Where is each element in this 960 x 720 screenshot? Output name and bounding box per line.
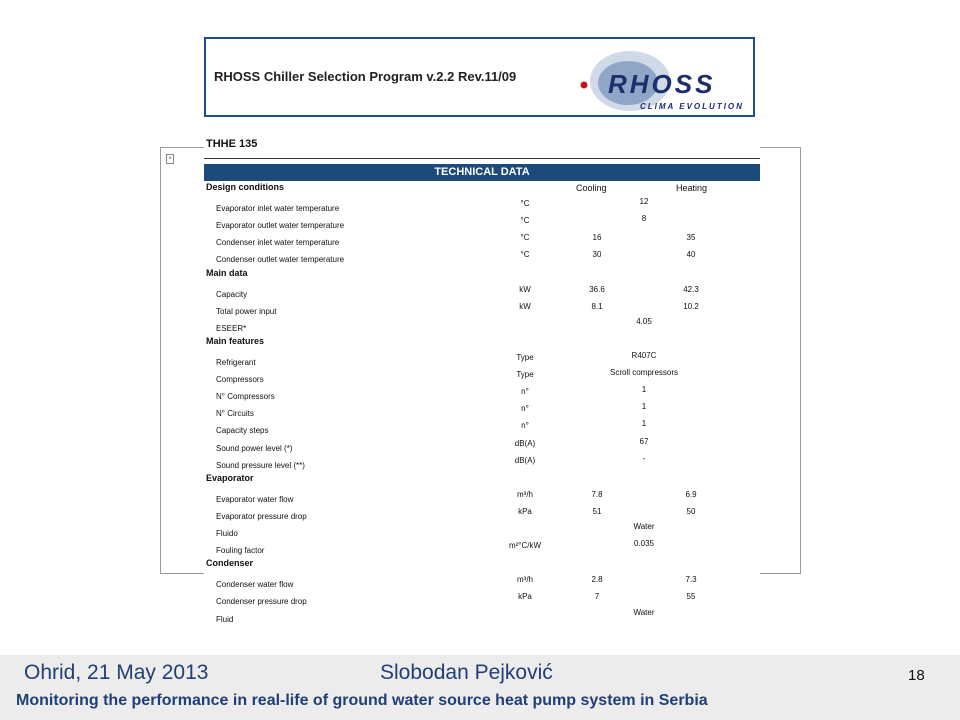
row-value-cooling: 36.6 [589,284,605,294]
row-value-cooling: 2.8 [591,575,603,585]
section-label: Design conditions [206,182,285,192]
table-row [204,490,760,507]
row-value: 12 [639,197,649,207]
row-value-heating: 35 [686,233,696,243]
section-heading [204,268,760,285]
table-row [204,285,760,302]
row-unit: Type [516,370,534,380]
background-window-edge-right [760,147,801,574]
row-unit: m³/h [517,489,533,499]
column-header-heating: Heating [676,183,708,193]
technical-datasheet [204,132,760,624]
row-unit: °C [520,216,530,226]
footer-author: Slobodan Pejković [380,661,553,684]
section-label: Evaporator [206,472,254,483]
row-value-cooling: 30 [592,250,602,260]
svg-text:RHOSS: RHOSS [608,69,716,99]
section-heading [204,473,760,490]
table-row [204,233,760,250]
row-unit: °C [520,250,530,260]
row-value-heating: 6.9 [685,489,697,499]
row-value: - [642,453,646,463]
column-header-cooling: Cooling [576,183,607,193]
row-value-heating: 40 [686,250,696,260]
row-value-heating: 55 [686,592,696,602]
row-value-cooling: 7 [594,592,600,602]
row-value-cooling: 7.8 [591,489,603,499]
row-value: 0.035 [633,539,655,549]
row-value: 1 [641,419,647,429]
row-unit: m²°C/kW [508,541,542,551]
row-label: Condenser inlet water temperature [216,238,340,248]
footer-place-date: Ohrid, 21 May 2013 [24,661,209,684]
model-name: THHE 135 [206,138,258,150]
row-unit: n° [521,404,529,414]
row-unit: n° [521,387,529,397]
row-value: 67 [639,436,649,446]
row-label: Capacity [216,289,248,299]
row-label: Fluid [216,614,234,624]
row-value-heating: 50 [686,506,696,516]
row-value: 8 [641,214,647,224]
row-label: Evaporator outlet water temperature [216,221,345,231]
row-label: Evaporator inlet water temperature [216,204,340,214]
row-value: 4.05 [636,316,652,326]
row-value-cooling: 51 [592,506,602,516]
row-label: Condenser water flow [216,580,294,590]
row-value-cooling: 16 [592,233,602,243]
divider [204,158,760,159]
row-unit: dB(A) [514,438,536,448]
background-window-close-icon: × [166,154,174,164]
row-value-heating: 7.3 [685,575,697,585]
row-value-heating: 10.2 [683,301,699,311]
row-unit: dB(A) [514,455,536,465]
row-label: N° Compressors [216,392,275,402]
row-label: Evaporator water flow [216,494,294,504]
technical-data-header: TECHNICAL DATA [204,164,760,181]
rhoss-logo [578,47,756,113]
row-value: 1 [641,402,647,412]
table-row [204,453,760,473]
row-value: R407C [631,351,657,360]
program-title: RHOSS Chiller Selection Program v.2.2 Rev.11/09 [214,69,517,84]
row-label: N° Circuits [216,409,254,419]
row-unit: °C [520,233,530,243]
row-unit: °C [520,199,530,209]
row-label: Condenser outlet water temperature [216,255,345,265]
row-unit: n° [521,421,529,431]
row-unit: kW [519,301,531,311]
row-label: Capacity steps [216,426,269,436]
row-unit: m³/h [517,575,533,585]
table-row [204,316,760,336]
row-value: Water [633,607,655,617]
table-row [204,541,760,558]
row-label: Refrigerant [216,358,256,367]
row-value-heating: 42.3 [683,284,699,294]
row-label: Fluido [216,529,238,538]
row-label: Sound power level (*) [216,443,293,453]
row-label: Evaporator pressure drop [216,511,307,521]
slide-footer [0,655,960,720]
row-label: Total power input [216,306,277,316]
row-label: Sound pressure level (**) [216,460,305,470]
row-label: Fouling factor [216,546,265,556]
row-value: Water [633,522,655,531]
row-unit: Type [516,353,534,362]
background-window-edge-left [160,147,205,574]
row-label: Compressors [216,375,264,385]
table-row [204,216,760,233]
section-label: Condenser [206,558,254,569]
row-value: Scroll compressors [609,368,678,378]
page-number: 18 [908,667,925,684]
section-heading [204,558,760,575]
row-value-cooling: 8.1 [591,301,603,311]
section-label: Main features [206,335,265,346]
row-unit: kPa [518,506,532,516]
table-row [204,575,760,592]
table-row [204,607,760,627]
svg-text:CLIMA EVOLUTION: CLIMA EVOLUTION [640,102,744,111]
program-header-box [204,37,755,117]
row-unit: kW [519,284,531,294]
section-label: Main data [206,267,248,278]
row-label: ESEER* [216,323,247,333]
row-label: Condenser pressure drop [216,597,307,607]
row-unit: kPa [518,592,532,602]
presentation-title: Monitoring the performance in real-life of ground water source heat pump system in Serbia [16,692,708,709]
row-value: 1 [641,385,647,395]
table-row [204,250,760,267]
